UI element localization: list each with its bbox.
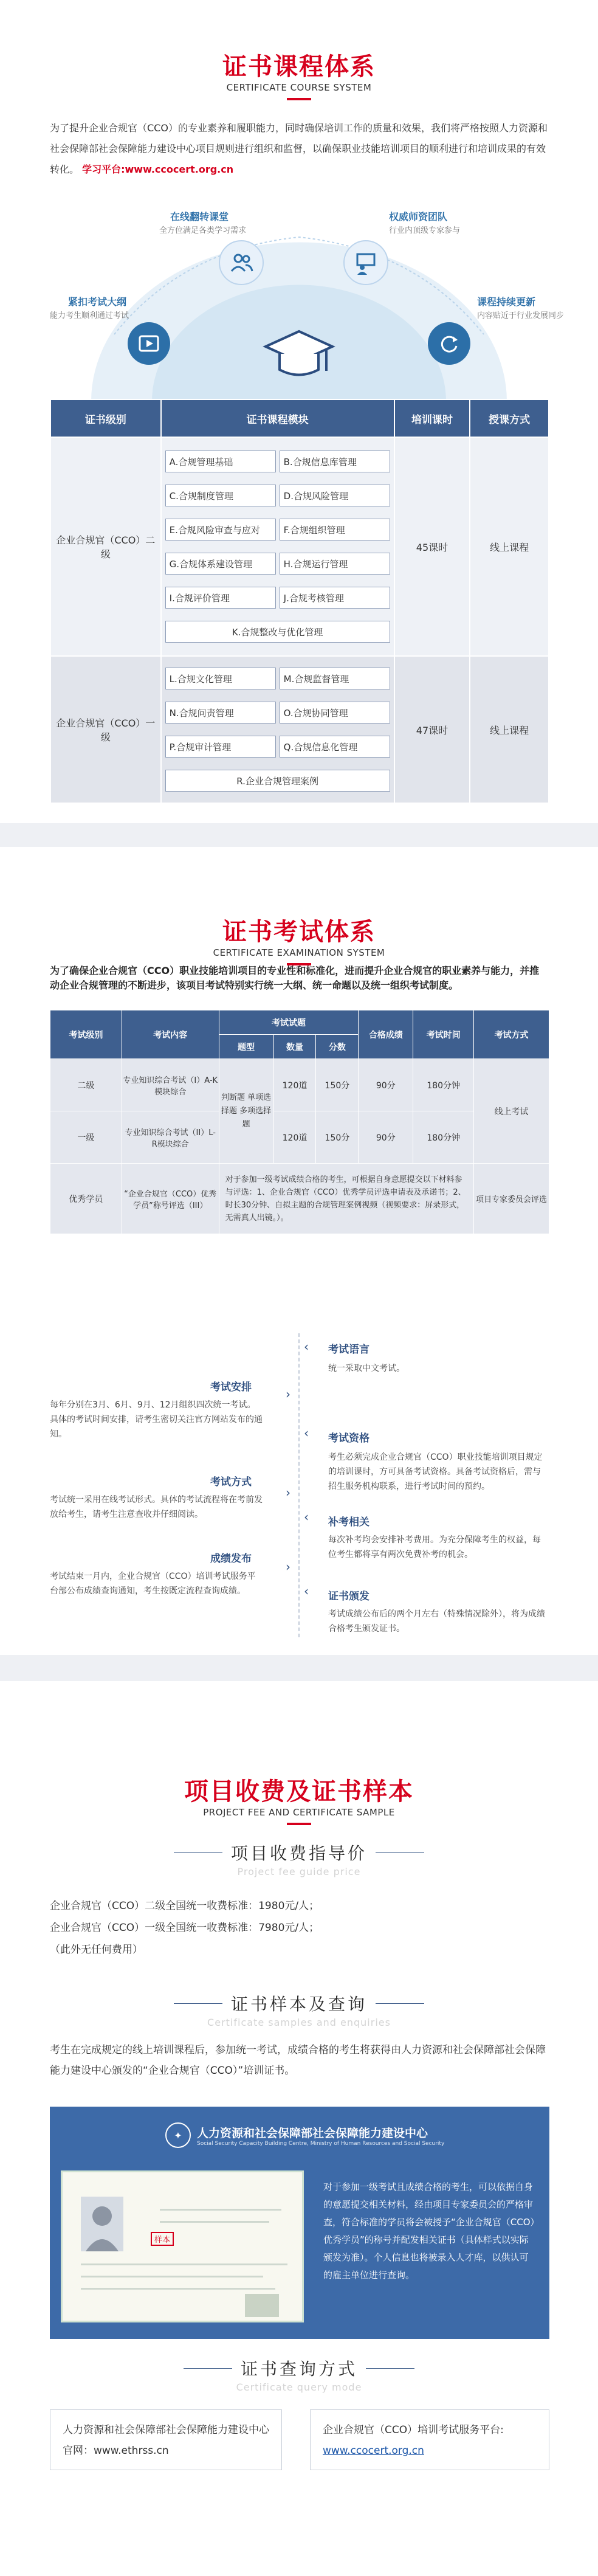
th-exam-time: 考试时间 [413, 1010, 474, 1059]
divider [174, 2003, 222, 2004]
exam-intro: 为了确保企业合规官（CCO）职业技能培训项目的专业性和标准化，进而提升企业合规官的职业素养与能力，并推动企业合规管理的不断进步，该项目考试特别实行统一大纲、统一命题以及统一组织考试制度。 [50, 965, 540, 991]
exam-table [50, 1010, 549, 1234]
feature-4-desc: 内容贴近于行业发展同步 [477, 311, 565, 320]
level2-modules [161, 437, 394, 656]
feature-4-title: 课程持续更新 [477, 296, 536, 308]
exam-level2-score: 150分 [316, 1059, 359, 1111]
level1-name: 企业合规官（CCO）一级 [50, 656, 161, 803]
chevron-left-icon: ‹ [304, 1584, 309, 1598]
query-en: Certificate query mode [236, 2381, 362, 2393]
level1-modules [161, 656, 394, 803]
exam-row-excellent [50, 1164, 549, 1234]
th-exam-type: 题型 [219, 1035, 273, 1059]
cert-line [160, 2221, 269, 2223]
org-emblem-icon: ✦ [165, 2122, 191, 2148]
course-subtitle: CERTIFICATE COURSE SYSTEM [226, 82, 372, 93]
tl-eligibility-text: 考生必须完成企业合规官（CCO）职业技能培训项目规定的培训课时，方可具备考试资格。具备考试资格后，需与招生服务机构联系，进行考试时间的预约。 [328, 1452, 543, 1491]
cert-intro: 考生在完成规定的线上培训课程后，参加统一考试，成绩合格的考生将获得由人力资源和社会保障部社会保障能力建设中心颁发的“企业合规官（CCO）”培训证书。 [50, 2044, 546, 2077]
users-icon [219, 240, 264, 285]
cert-desc: 对于参加一级考试且成绩合格的考生，可以依据自身的意愿提交相关材料，经由项目专家委员会的严格审查，符合标准的学员将会被授予“企业合规官（CCO）优秀学员”的称号并配发相关证书（具体样式以实际颁发为准）。个人信息也将被录入人才库，以供认可的雇主单位进行查询。 [323, 2181, 535, 2281]
exam-table-header [50, 1010, 549, 1035]
th-exam-score: 分数 [316, 1035, 359, 1059]
tl-retake-text: 每次补考均会安排补考费用。为充分保障考生的权益，每位考生都将享有两次免费补考的机会。 [328, 1535, 541, 1559]
cert-heading [0, 1991, 598, 2028]
fee-line-note: （此外无任何费用） [50, 1944, 143, 1956]
tl-eligibility-title: 考试资格 [328, 1432, 369, 1445]
cert-line [81, 2263, 287, 2265]
tl-schedule-title: 考试安排 [210, 1381, 252, 1393]
tl-cert-text: 考试成绩公布后的两个月左右（特殊情况除外），将为成绩合格考生颁发证书。 [328, 1609, 545, 1634]
exam-level1: 一级 [50, 1111, 122, 1164]
course-intro [50, 118, 548, 180]
excellent-content: “企业合规官（CCO）优秀学员”称号评选（III） [122, 1164, 219, 1234]
divider [184, 2368, 232, 2369]
fee-header [0, 1772, 598, 1825]
fee-lines [50, 1895, 548, 1961]
fee-title: 项目收费及证书样本 [184, 1778, 414, 1806]
cert-org-en: Social Security Capacity Building Centre, Ministry of Human Resources and Social Security [197, 2140, 445, 2147]
cert-sample-stamp: 样本 [151, 2232, 174, 2246]
feature-3-title: 紧扣考试大纲 [68, 296, 127, 308]
exam-mode: 线上考试 [474, 1059, 549, 1164]
excellent-level: 优秀学员 [50, 1164, 122, 1234]
query-right-url[interactable]: www.ccocert.org.cn [323, 2445, 424, 2457]
video-play-icon [128, 322, 170, 365]
level2-mode: 线上课程 [470, 437, 549, 656]
th-exam-mode: 考试方式 [474, 1010, 549, 1059]
cert-org-header [165, 2122, 444, 2148]
query-box-ministry[interactable] [50, 2409, 282, 2470]
th-exam-count: 数量 [273, 1035, 316, 1059]
excellent-desc: 对于参加一级考试成绩合格的考生，可根据自身意愿提交以下材料参与评选：1、企业合规官（CCO）优秀学员评选申请表及承诺书；2、时长30分钟、自拟主题的合规管理案例视频（视频要求：屏录形式，无需真人出镜。）。 [219, 1164, 473, 1234]
th-exam-questions: 考试试题 [219, 1010, 359, 1035]
tl-language-text: 统一采取中文考试。 [328, 1364, 405, 1373]
exam-level1-time: 180分钟 [413, 1111, 474, 1164]
level1-mode: 线上课程 [470, 656, 549, 803]
exam-level1-score: 150分 [316, 1111, 359, 1164]
chevron-right-icon: › [286, 1559, 290, 1574]
cert-en: Certificate samples and enquiries [207, 2017, 391, 2028]
qr-code-icon [245, 2294, 279, 2317]
fee-line-level1: 企业合规官（CCO）一级全国统一收费标准：7980元/人； [50, 1922, 320, 1934]
tl-results-title: 成绩发布 [210, 1553, 252, 1565]
exam-header [0, 913, 598, 965]
feature-1-title: 在线翻转课堂 [170, 211, 229, 223]
course-table-header [50, 399, 549, 437]
level2-name: 企业合规官（CCO）二级 [50, 437, 161, 656]
tl-method-text: 考试统一采用在线考试形式。具体的考试流程将在考前发放给考生，请考生注意查收并仔细阅读。 [50, 1495, 263, 1519]
teacher-icon [343, 240, 388, 285]
exam-level1-content: 专业知识综合考试（II）L-R模块综合 [122, 1111, 219, 1164]
exam-subtitle: CERTIFICATE EXAMINATION SYSTEM [213, 947, 385, 958]
chevron-right-icon: › [286, 1485, 290, 1500]
exam-section [0, 847, 598, 1655]
chevron-left-icon: ‹ [304, 1426, 309, 1440]
query-box-platform [310, 2409, 549, 2470]
tl-retake-title: 补考相关 [328, 1516, 369, 1528]
fee-subtitle: PROJECT FEE AND CERTIFICATE SAMPLE [203, 1807, 395, 1818]
feature-1-desc: 全方位满足各类学习需求 [159, 226, 247, 235]
module-n: N.合规问责管理 [165, 702, 276, 723]
certificate-image [61, 2170, 304, 2322]
module-k: K.合规整改与优化管理 [165, 621, 390, 643]
module-r: R.企业合规管理案例 [165, 770, 390, 792]
course-section [0, 0, 598, 823]
th-modules: 证书课程模块 [161, 399, 394, 437]
module-l: L.合规文化管理 [165, 668, 276, 689]
course-table [50, 399, 549, 804]
module-a: A.合规管理基础 [165, 451, 276, 472]
platform-label: 学习平台: [82, 164, 125, 175]
divider [366, 2368, 414, 2369]
module-j: J.合规考核管理 [280, 587, 390, 609]
tl-cert-title: 证书颁发 [328, 1590, 369, 1603]
graduation-cap-icon [263, 322, 335, 383]
divider [376, 2003, 424, 2004]
chevron-left-icon: ‹ [304, 1510, 309, 1524]
exam-level2-time: 180分钟 [413, 1059, 474, 1111]
fee-line-level2: 企业合规官（CCO）二级全国统一收费标准：1980元/人； [50, 1900, 320, 1912]
feature-2-title: 权威师资团队 [389, 211, 448, 223]
course-title: 证书课程体系 [222, 53, 376, 81]
cert-org: 人力资源和社会保障部社会保障能力建设中心 [197, 2126, 428, 2140]
th-exam-level: 考试级别 [50, 1010, 122, 1059]
exam-timeline [0, 1333, 598, 1643]
feature-2-desc: 行业内顶级专家参与 [389, 226, 461, 235]
query-title: 证书查询方式 [240, 2359, 357, 2379]
cert-line [81, 2276, 263, 2277]
module-e: E.合规风险审查与应对 [165, 519, 276, 540]
cert-title: 证书样本及查询 [230, 1994, 367, 2014]
module-f: F.合规组织管理 [280, 519, 390, 540]
query-heading [0, 2356, 598, 2393]
tl-method-title: 考试方式 [210, 1476, 252, 1488]
module-q: Q.合规信息化管理 [280, 736, 390, 758]
module-o: O.合规协同管理 [280, 702, 390, 723]
exam-row-level2 [50, 1059, 549, 1111]
title-underline [287, 98, 311, 100]
chevron-left-icon: ‹ [304, 1339, 309, 1354]
th-exam-pass: 合格成绩 [359, 1010, 413, 1059]
exam-level1-count: 120道 [273, 1111, 316, 1164]
exam-level2: 二级 [50, 1059, 122, 1111]
th-level: 证书级别 [50, 399, 161, 437]
course-row-level2 [50, 437, 549, 656]
cert-line [160, 2209, 281, 2211]
timeline-axis [298, 1333, 300, 1637]
module-d: D.合规风险管理 [280, 485, 390, 506]
th-mode: 授课方式 [470, 399, 549, 437]
certificate-card [50, 2107, 549, 2339]
photo-placeholder [81, 2197, 123, 2251]
level1-hours: 47课时 [394, 656, 470, 803]
module-h: H.合规运行管理 [280, 553, 390, 575]
platform-url[interactable]: www.ccocert.org.cn [125, 164, 234, 175]
module-m: M.合规监督管理 [280, 668, 390, 689]
exam-level2-pass: 90分 [359, 1059, 413, 1111]
tl-schedule-text: 每年分别在3月、6月、9月、12月组织四次统一考试。具体的考试时间安排，请考生密切关注官方网站发布的通知。 [50, 1400, 263, 1439]
level2-hours: 45课时 [394, 437, 470, 656]
query-right-label: 企业合规官（CCO）培训考试服务平台: [323, 2424, 504, 2436]
module-g: G.合规体系建设管理 [165, 553, 276, 575]
module-c: C.合规制度管理 [165, 485, 276, 506]
title-underline [287, 1823, 311, 1825]
tl-language-title: 考试语言 [328, 1344, 369, 1356]
th-exam-content: 考试内容 [122, 1010, 219, 1059]
course-row-level1 [50, 656, 549, 803]
fee-section [0, 1681, 598, 2576]
cert-line [81, 2288, 275, 2290]
feature-3-desc: 能力考生顺利通过考试 [50, 311, 129, 320]
exam-level2-content: 专业知识综合考试（I）A-K模块综合 [122, 1059, 219, 1111]
refresh-icon [428, 322, 470, 365]
course-intro-text: 为了提升企业合规官（CCO）的专业素养和履职能力，同时确保培训工作的质量和效果，我们将严格按照人力资源和社会保障部社会保障能力建设中心项目规则进行组织和监督，以确保职业技能培训项目的顺利进行和培训成果的有效转化。 [50, 122, 548, 175]
module-i: I.合规评价管理 [165, 587, 276, 609]
exam-level1-pass: 90分 [359, 1111, 413, 1164]
exam-level2-count: 120道 [273, 1059, 316, 1111]
exam-types: 判断题 单项选择题 多项选择题 [219, 1059, 273, 1164]
tl-results-text: 考试结束一月内，企业合规官（CCO）培训考试服务平台部公布成绩查询通知，考生按既定流程查询成绩。 [50, 1572, 256, 1596]
feature-diagram [0, 201, 598, 401]
course-header [0, 47, 598, 100]
excellent-mode: 项目专家委员会评选 [474, 1164, 549, 1234]
exam-title: 证书考试体系 [222, 918, 376, 946]
guide-en: Project fee guide price [237, 1866, 361, 1877]
th-hours: 培训课时 [394, 399, 470, 437]
chevron-right-icon: › [286, 1387, 290, 1401]
module-p: P.合规审计管理 [165, 736, 276, 758]
module-b: B.合规信息库管理 [280, 451, 390, 472]
guide-heading [0, 1840, 598, 1877]
query-left-text: 人力资源和社会保障部社会保障能力建设中心官网：www.ethrss.cn [63, 2424, 269, 2457]
guide-title: 项目收费指导价 [230, 1843, 367, 1863]
